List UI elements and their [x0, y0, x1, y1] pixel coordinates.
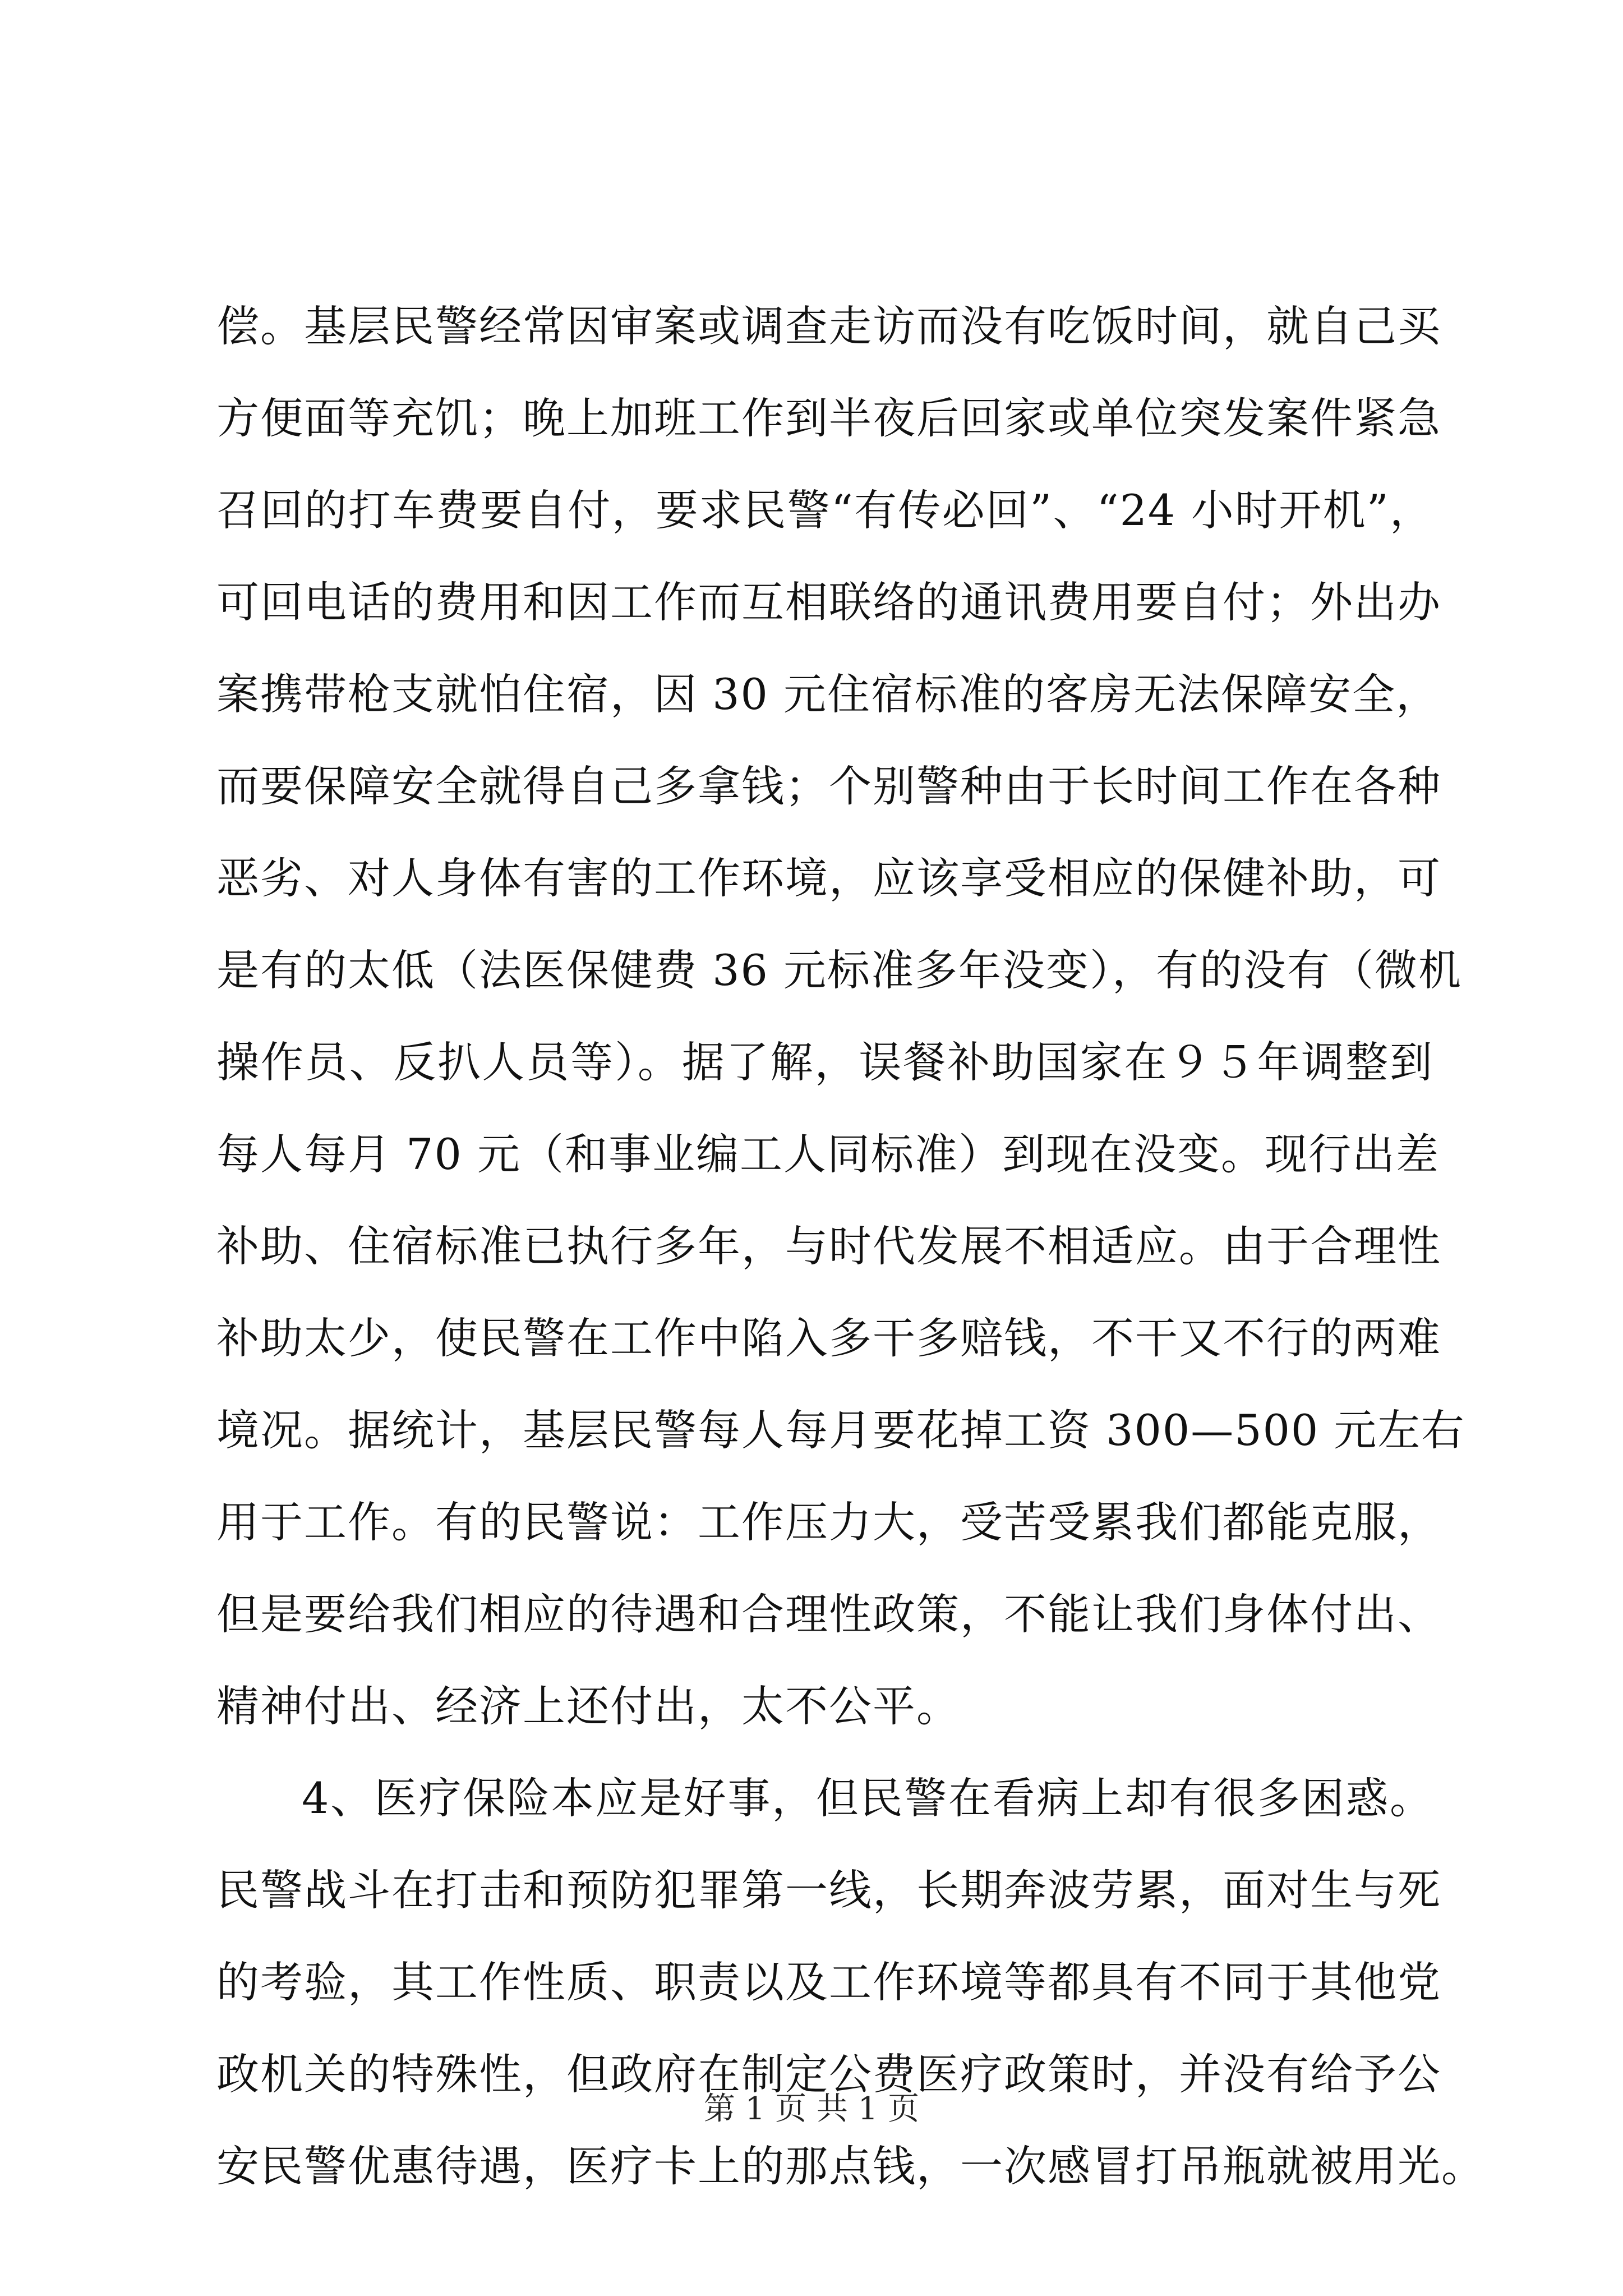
- paragraph-end-line: 精神付出、经济上还付出，太不公平。: [216, 1681, 960, 1731]
- text-line: 民警战斗在打击和预防犯罪第一线，长期奔波劳累，面对生与死: [216, 1865, 1441, 1915]
- text-line: 每人每月 70 元（和事业编工人同标准）到现在没变。现行出差: [216, 1129, 1440, 1179]
- text-line: 安民警优惠待遇，医疗卡上的那点钱，一次感冒打吊瓶就被用光。: [216, 2141, 1485, 2191]
- text-line: 的考验，其工作性质、职责以及工作环境等都具有不同于其他党: [216, 1957, 1441, 2007]
- text-line: 而要保障安全就得自己多拿钱；个别警种由于长时间工作在各种: [216, 761, 1441, 811]
- text-line: 但是要给我们相应的待遇和合理性政策，不能让我们身体付出、: [216, 1589, 1441, 1639]
- text-line: 补助太少，使民警在工作中陷入多干多赔钱，不干又不行的两难: [216, 1313, 1441, 1363]
- body-text: [216, 280, 1485, 2212]
- text-line: 政机关的特殊性，但政府在制定公费医疗政策时，并没有给予公: [216, 2049, 1441, 2099]
- text-line: 案携带枪支就怕住宿，因 30 元住宿标准的客房无法保障安全，: [216, 669, 1440, 719]
- page-footer: 第 1 页 共 1 页: [703, 2091, 920, 2127]
- text-line: 恶劣、对人身体有害的工作环境，应该享受相应的保健补助，可: [216, 853, 1441, 903]
- text-line: 召回的打车费要自付，要求民警“有传必回”、“24 小时开机”，: [216, 485, 1433, 535]
- text-line: 用于工作。有的民警说：工作压力大，受苦受累我们都能克服，: [216, 1497, 1441, 1547]
- indented-paragraph-start: 4、医疗保险本应是好事，但民警在看病上却有很多困惑。: [302, 1773, 1433, 1823]
- text-line: 操作员、反扒人员等）。据了解，误餐补助国家在９５年调整到: [216, 1037, 1433, 1087]
- text-line: 补助、住宿标准已执行多年，与时代发展不相适应。由于合理性: [216, 1221, 1441, 1271]
- text-line: 方便面等充饥；晚上加班工作到半夜后回家或单位突发案件紧急: [216, 393, 1441, 443]
- text-line: 是有的太低（法医保健费 36 元标准多年没变），有的没有（微机: [216, 945, 1463, 995]
- text-line: 境况。据统计，基层民警每人每月要花掉工资 300—500 元左右: [216, 1405, 1465, 1455]
- text-line: 可回电话的费用和因工作而互相联络的通讯费用要自付；外出办: [216, 577, 1441, 627]
- text-line: 偿。基层民警经常因审案或调查走访而没有吃饭时间，就自己买: [216, 301, 1441, 351]
